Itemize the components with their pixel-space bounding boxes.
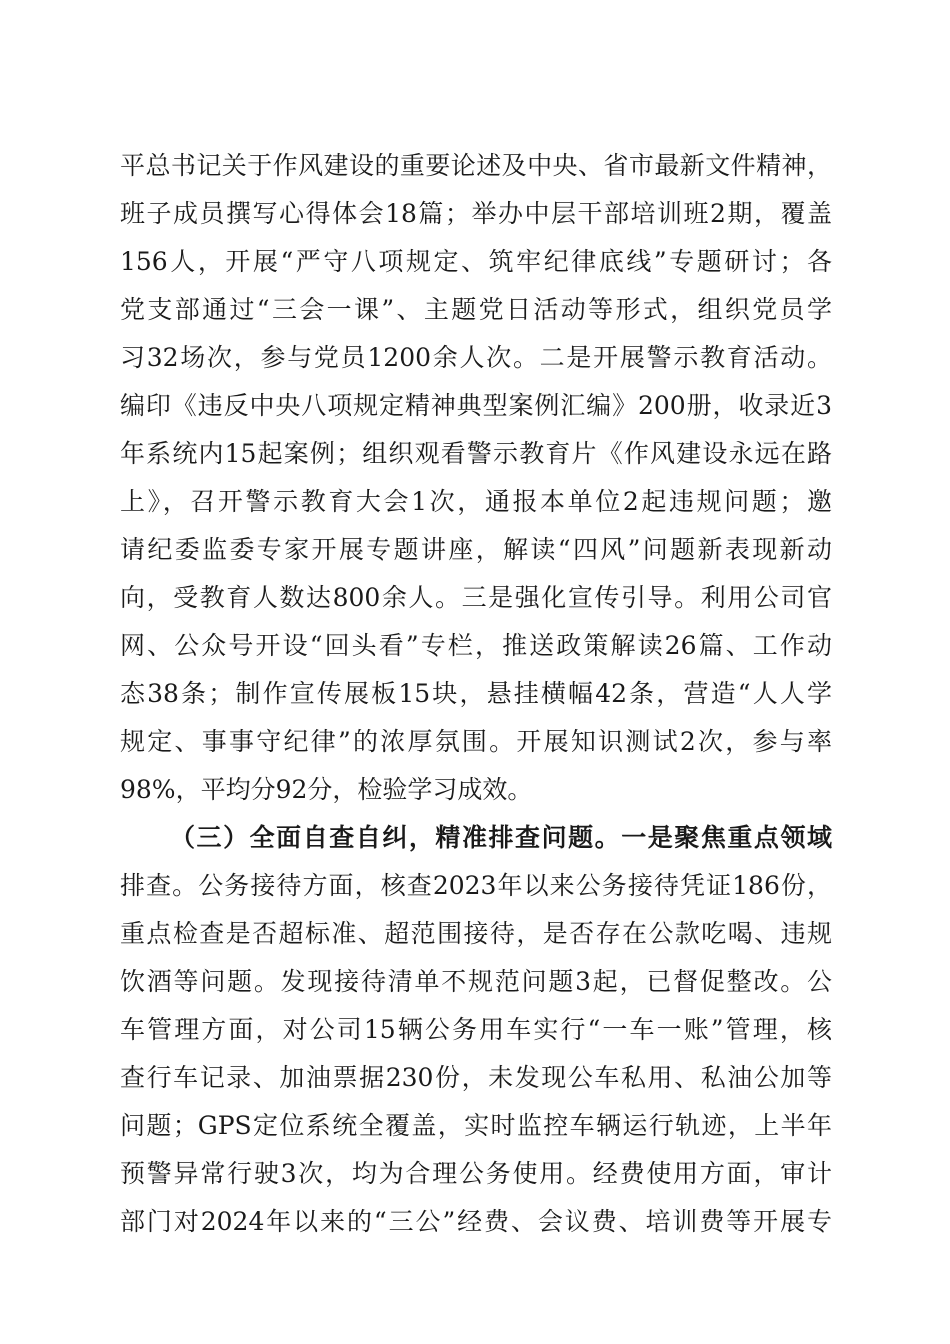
text-line: 班子成员撰写心得体会18篇；举办中层干部培训班2期，覆盖 — [120, 199, 832, 228]
text-line: 习32场次，参与党员1200余人次。二是开展警示教育活动。 — [120, 343, 832, 372]
text-line: 态38条；制作宣传展板15块，悬挂横幅42条，营造“人人学 — [120, 679, 832, 708]
section-heading-line: （三）全面自查自纠，精准排查问题。一是聚焦重点领域 — [170, 823, 832, 852]
text-line: 预警异常行驶3次，均为合理公务使用。经费使用方面，审计 — [120, 1159, 832, 1188]
text-line: 饮酒等问题。发现接待清单不规范问题3起，已督促整改。公 — [120, 967, 832, 996]
text-line: 请纪委监委专家开展专题讲座，解读“四风”问题新表现新动 — [120, 535, 832, 564]
text-line: 部门对2024年以来的“三公”经费、会议费、培训费等开展专 — [120, 1207, 832, 1236]
text-line: 上》，召开警示教育大会1次，通报本单位2起违规问题；邀 — [120, 487, 832, 516]
text-line: 98%，平均分92分，检验学习成效。 — [120, 775, 533, 804]
text-line: 年系统内15起案例；组织观看警示教育片《作风建设永远在路 — [120, 439, 832, 468]
text-line: 向，受教育人数达800余人。三是强化宣传引导。利用公司官 — [120, 583, 832, 612]
text-line: 问题；GPS定位系统全覆盖，实时监控车辆运行轨迹，上半年 — [120, 1111, 832, 1140]
text-line: 平总书记关于作风建设的重要论述及中央、省市最新文件精神， — [120, 151, 832, 180]
text-line: 排查。公务接待方面，核查2023年以来公务接待凭证186份， — [120, 871, 832, 900]
text-line: 重点检查是否超标准、超范围接待，是否存在公款吃喝、违规 — [120, 919, 832, 948]
text-line: 网、公众号开设“回头看”专栏，推送政策解读26篇、工作动 — [120, 631, 832, 660]
text-line: 156人，开展“严守八项规定、筑牢纪律底线”专题研讨；各 — [120, 247, 832, 276]
text-line: 规定、事事守纪律”的浓厚氛围。开展知识测试2次，参与率 — [120, 727, 832, 756]
text-line: 查行车记录、加油票据230份，未发现公车私用、私油公加等 — [120, 1063, 832, 1092]
text-line: 党支部通过“三会一课”、主题党日活动等形式，组织党员学 — [120, 295, 832, 324]
text-line: 车管理方面，对公司15辆公务用车实行“一车一账”管理，核 — [120, 1015, 832, 1044]
text-line: 编印《违反中央八项规定精神典型案例汇编》200册，收录近3 — [120, 391, 832, 420]
